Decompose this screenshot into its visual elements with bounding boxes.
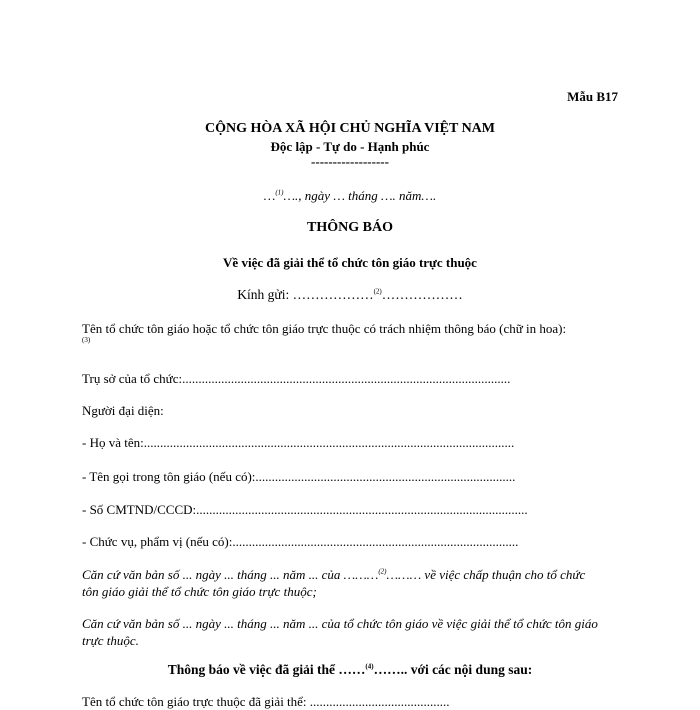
- full-name-field: - Họ và tên:..................................................................................................................: [82, 435, 515, 450]
- position-field: - Chức vụ, phẩm vị (nếu có):........................................................................................: [82, 534, 519, 549]
- footnote-ref-4: (4): [365, 662, 374, 671]
- national-title: CỘNG HÒA XÃ HỘI CHỦ NGHĨA VIỆT NAM: [204, 121, 495, 136]
- religious-name-field: - Tên gọi trong tôn giáo (nếu có):................................................................................: [82, 469, 516, 484]
- header-separator: ------------------: [311, 154, 389, 169]
- form-code: Mẫu B17: [567, 89, 618, 104]
- document-title: THÔNG BÁO: [307, 220, 393, 235]
- footnote-ref-2b: (2): [378, 567, 387, 576]
- basis-1-suffix: ……… về việc chấp thuận cho tổ chức tôn giáo giải thể tổ chức tôn giáo trực thuộc;: [82, 567, 586, 599]
- notice-heading: [0, 662, 700, 678]
- basis-1-prefix: Căn cứ văn bản số ... ngày ... tháng ... năm ... của ………: [82, 567, 379, 582]
- document-subject: Về việc đã giải thể tổ chức tôn giáo trực thuộc: [223, 255, 477, 270]
- org-name-label: Tên tổ chức tôn giáo hoặc tổ chức tôn giáo trực thuộc có trách nhiệm thông báo (chữ in hoa):: [82, 321, 567, 336]
- representative-label: Người đại diện:: [82, 403, 164, 418]
- footnote-ref-3: (3): [82, 336, 91, 344]
- place-date-line: [0, 188, 700, 204]
- dissolved-org-name-field: Tên tổ chức tôn giáo trực thuộc đã giải thể: ...........................................: [82, 694, 450, 709]
- head-office-field: Trụ sở của tổ chức:.....................................................................................................: [82, 371, 511, 386]
- recipient-line: [0, 287, 700, 303]
- footnote-ref-1: (1): [275, 188, 284, 197]
- date-suffix: …., ngày … tháng …. năm….: [283, 188, 437, 203]
- basis-paragraph-2: Căn cứ văn bản số ... ngày ... tháng ... năm ... của tổ chức tôn giáo về việc giải thể tổ chức tôn giáo trực thuộc.: [82, 616, 598, 648]
- notice-suffix: …….. với các nội dung sau:: [373, 662, 533, 677]
- footnote-ref-2: (2): [373, 287, 382, 296]
- id-number-field: - Số CMTND/CCCD:......................................................................................................: [82, 502, 528, 517]
- date-prefix: …: [263, 188, 276, 203]
- national-motto: Độc lập - Tự do - Hạnh phúc: [270, 139, 430, 154]
- notice-prefix: Thông báo về việc đã giải thể ……: [167, 662, 366, 677]
- basis-paragraph-1: [82, 566, 602, 600]
- recipient-suffix: ………………: [381, 287, 463, 302]
- recipient-prefix: Kính gửi: ………………: [237, 287, 374, 302]
